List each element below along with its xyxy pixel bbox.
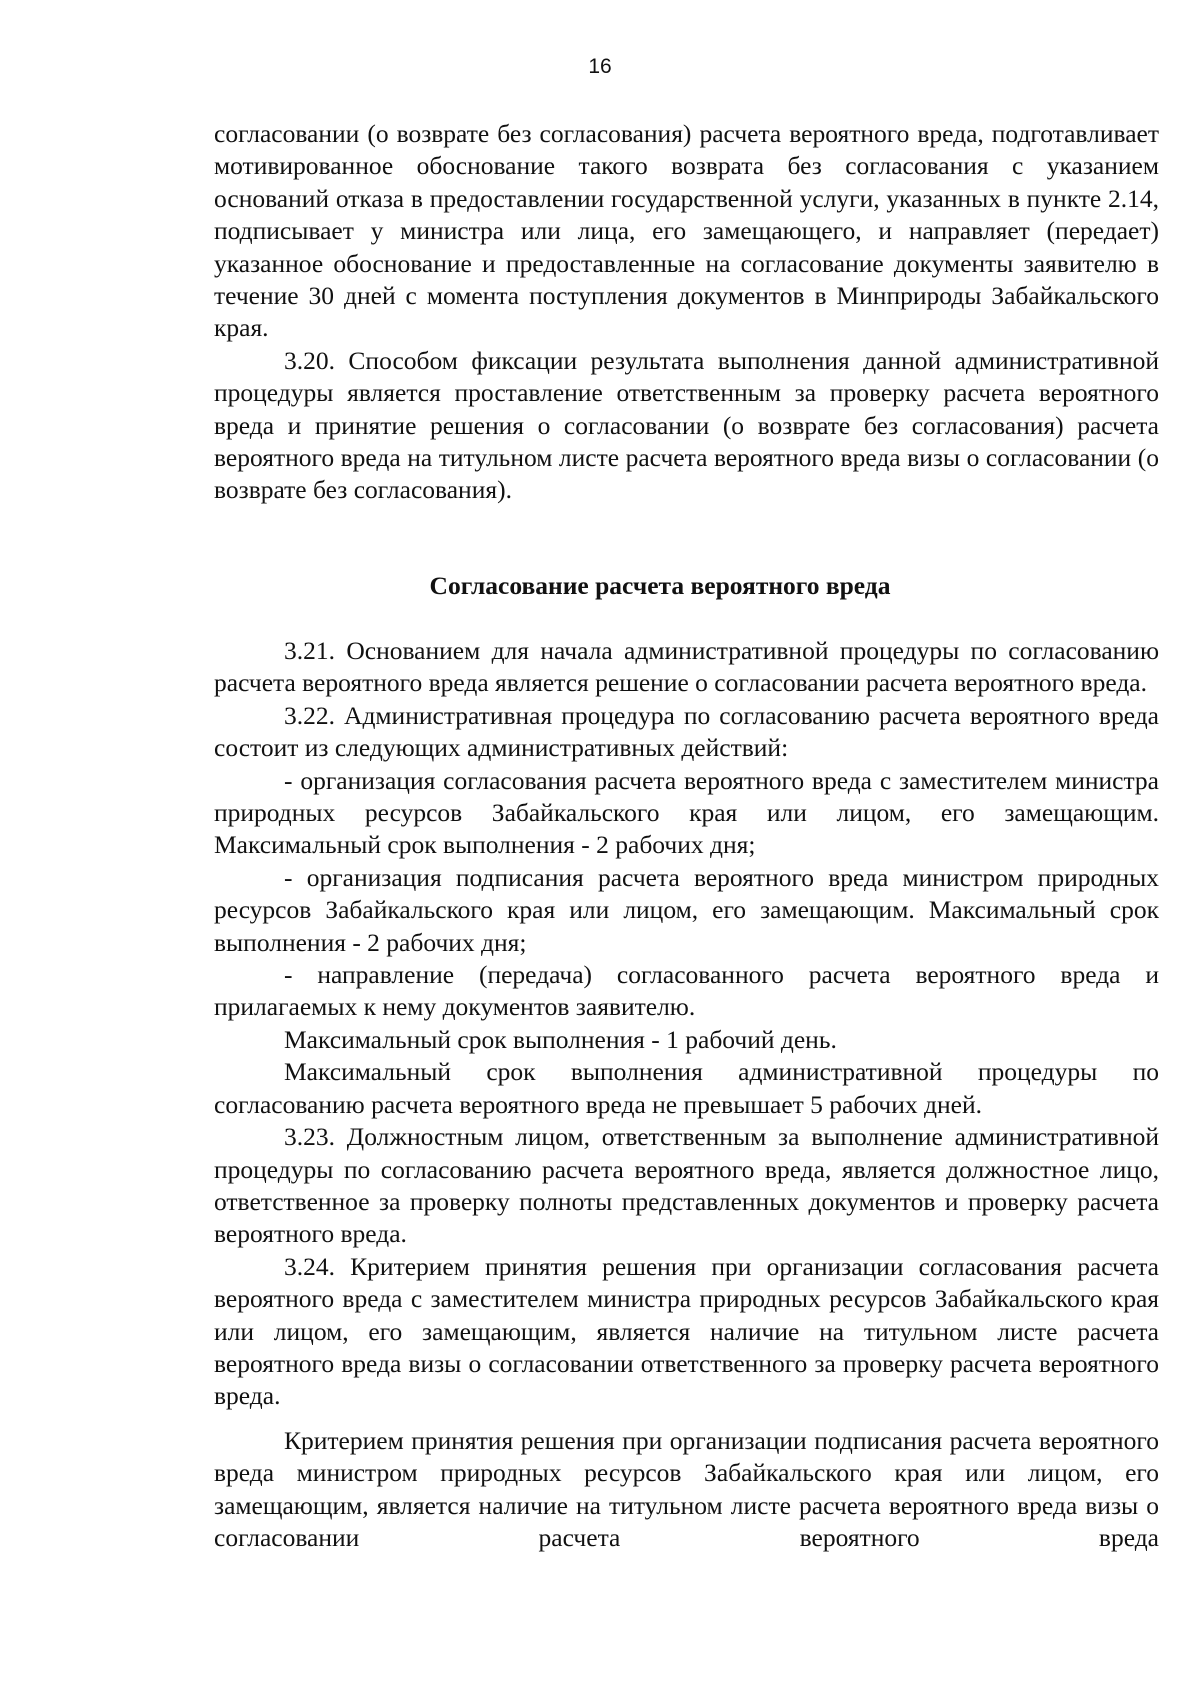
page-number: 16 xyxy=(588,55,612,78)
paragraph-3-20: 3.20. Способом фиксации результата выполнения данной административной процедуры является проставление ответственным за проверку расчета вероятного вреда и принятие решения о согласовании (о возврате без согласования) расчета вероятного вреда на титульном листе расчета вероятного вреда визы о согласовании (о возврате без согласования). xyxy=(214,345,1159,505)
paragraph-deadline-total: Максимальный срок выполнения административной процедуры по согласованию расчета вероятного вреда не превышает 5 рабочих дней. xyxy=(214,1057,1159,1119)
list-item-sending: - направление (передача) согласованного расчета вероятного вреда и прилагаемых к нему документов заявителю. xyxy=(214,960,1159,1022)
paragraph-criterion-signing: Критерием принятия решения при организации подписания расчета вероятного вреда министром природных ресурсов Забайкальского края или лицом, его замещающим, является наличие на титульном листе расчета вероятного вреда визы о согласовании расчета вероятного вреда xyxy=(214,1425,1159,1552)
bottom-text-block xyxy=(214,635,1159,1554)
section-heading: Согласование расчета вероятного вреда xyxy=(429,571,891,600)
paragraph-3-23: 3.23. Должностным лицом, ответственным за выполнение административной процедуры по согласованию расчета вероятного вреда, является должностное лицо, ответственное за проверку полноты представленных документов и проверку расчета вероятного вреда. xyxy=(214,1122,1159,1249)
paragraph-continuation: согласовании (о возврате без согласования) расчета вероятного вреда, подготавливает мотивированное обоснование такого возврата без согласования с указанием оснований отказа в предоставлении государственной услуги, указанных в пункте 2.14, подписывает у министра или лица, его замещающего, и направляет (передает) указанное обоснование и предоставленные на согласование документы заявителю в течение 30 дней с момента поступления документов в Минприроды Забайкальского края. xyxy=(214,119,1159,343)
list-item-signing: - организация подписания расчета вероятного вреда министром природных ресурсов Забайкальского края или лицом, его замещающим. Максимальный срок выполнения - 2 рабочих дня; xyxy=(214,862,1159,957)
list-item-approval: - организация согласования расчета вероятного вреда с заместителем министра природных ресурсов Забайкальского края или лицом, его замещающим. Максимальный срок выполнения - 2 рабочих дня; xyxy=(214,765,1159,860)
paragraph-3-21: 3.21. Основанием для начала административной процедуры по согласованию расчета вероятного вреда является решение о согласовании расчета вероятного вреда. xyxy=(214,636,1159,698)
paragraph-3-22: 3.22. Административная процедура по согласованию расчета вероятного вреда состоит из следующих административных действий: xyxy=(214,700,1159,763)
paragraph-3-24: 3.24. Критерием принятия решения при организации согласования расчета вероятного вреда с заместителем министра природных ресурсов Забайкальского края или лицом, его замещающим, является наличие на титульном листе расчета вероятного вреда визы о согласовании ответственного за проверку расчета вероятного вреда. xyxy=(214,1251,1159,1411)
top-text-block xyxy=(214,118,1159,507)
paragraph-gap xyxy=(214,1413,1159,1425)
paragraph-deadline-sending: Максимальный срок выполнения - 1 рабочий день. xyxy=(284,1024,837,1054)
